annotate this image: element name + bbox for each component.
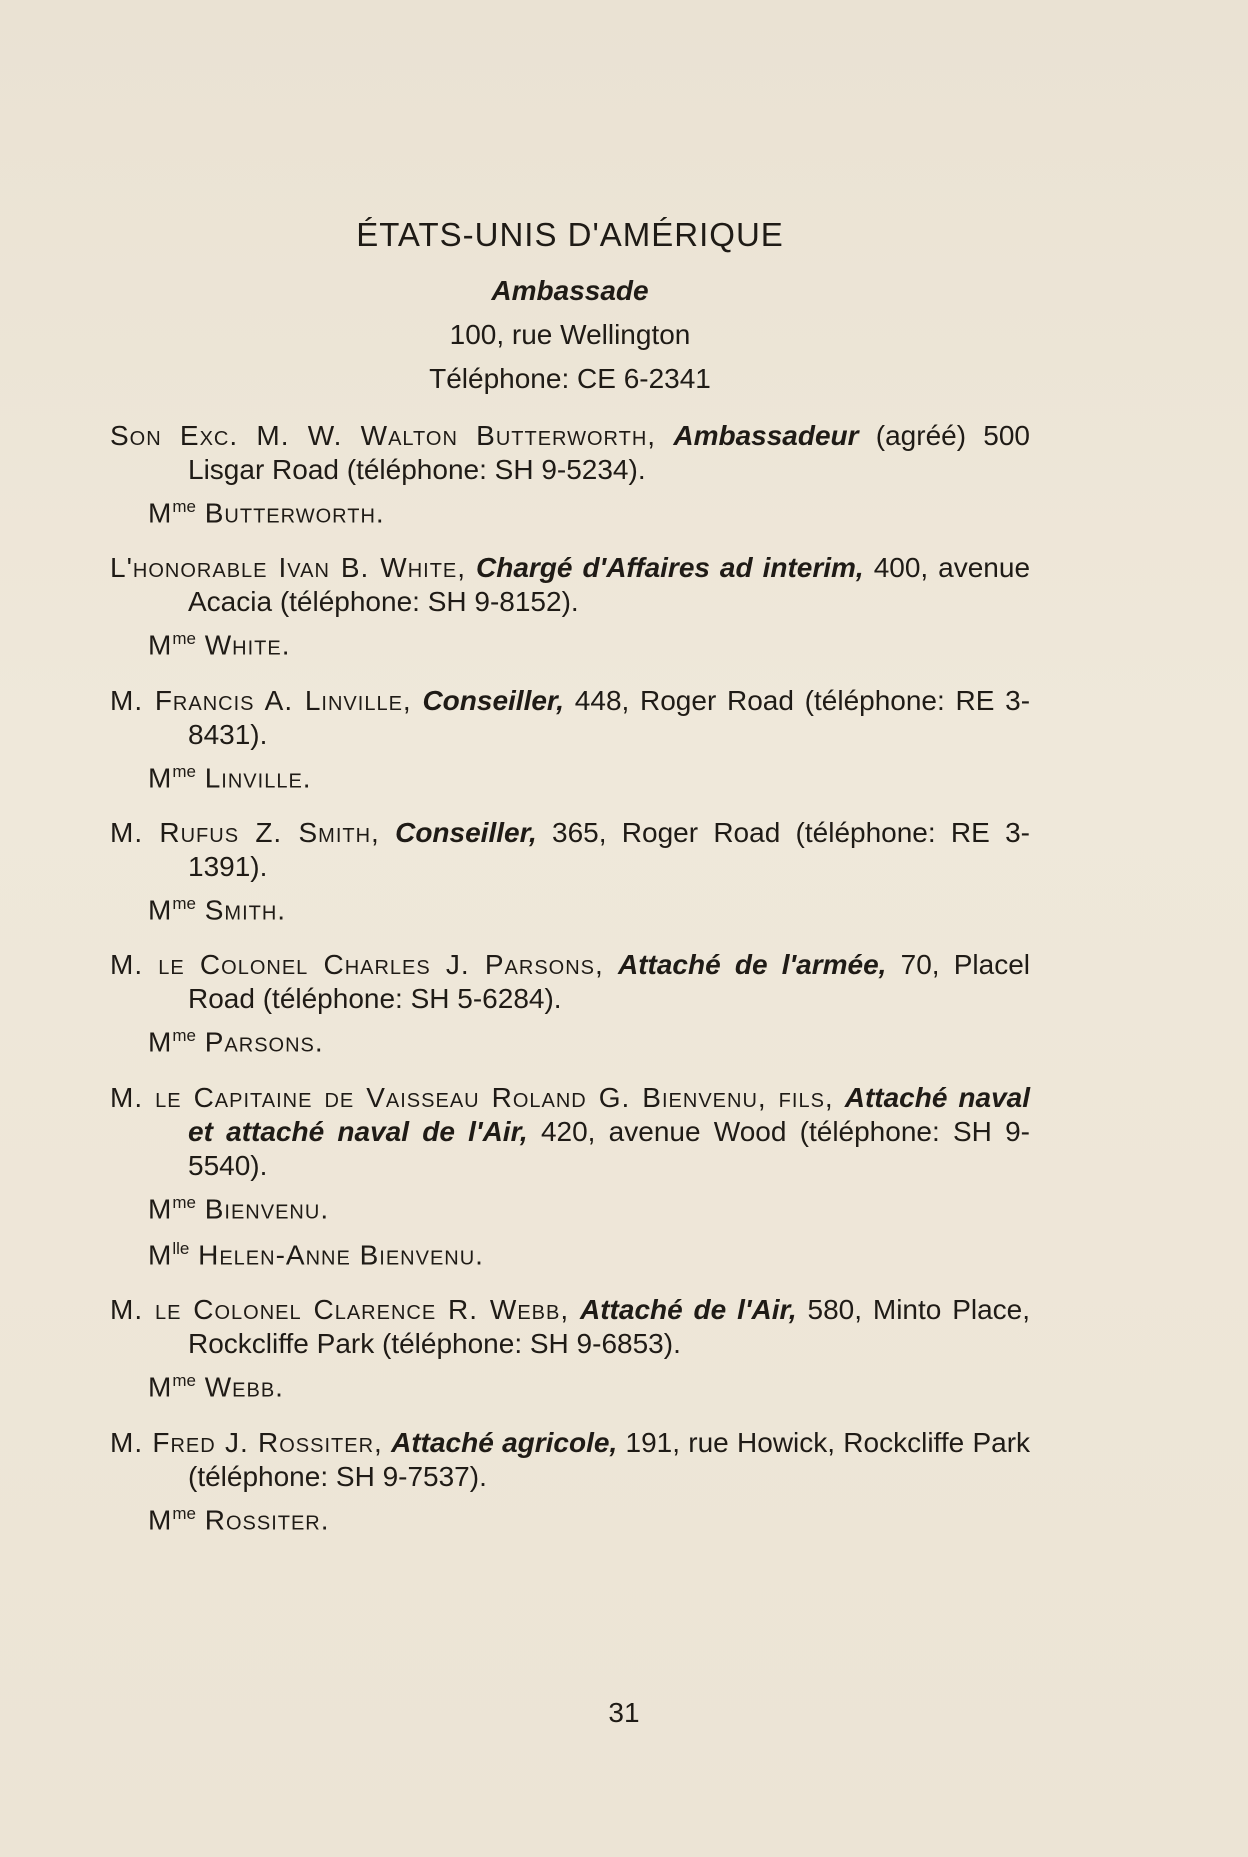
- spouse-line: $M^{me}$ Parsons.: [148, 1026, 324, 1058]
- section-subtitle: Ambassade: [491, 275, 649, 306]
- person-role: Attaché de l'armée,: [617, 949, 887, 981]
- entry-text: [110, 1293, 1030, 1361]
- spouse-line: $M^{me}$ Webb.: [148, 1371, 284, 1403]
- entry-text: [110, 551, 1030, 619]
- spouse-line: $M^{me}$ Rossiter.: [148, 1503, 330, 1535]
- page-title: ÉTATS-UNIS D'AMÉRIQUE: [356, 216, 784, 253]
- person-details: 580, Minto Place, Rockcliffe Park (téléphone: SH 9-6853).: [188, 1294, 1031, 1360]
- embassy-address: 100, rue Wellington: [449, 319, 691, 350]
- person-name: M. le Colonel Charles J. Parsons,: [110, 949, 604, 981]
- list-item: [110, 948, 1030, 1062]
- entry-text: [110, 419, 1030, 487]
- entry-text: [110, 948, 1030, 1016]
- person-name: M. le Capitaine de Vaisseau Roland G. Bienvenu, fils,: [110, 1081, 834, 1113]
- person-name: M. le Colonel Clarence R. Webb,: [110, 1294, 570, 1326]
- spouse-line: $M^{me}$ Linville.: [148, 761, 312, 793]
- person-details: 448, Roger Road (téléphone: RE 3-8431).: [188, 684, 1031, 750]
- entry-text: [110, 1426, 1030, 1494]
- list-item: [110, 1293, 1030, 1407]
- spouse-line: $M^{me}$ Smith.: [148, 893, 287, 926]
- person-role: Attaché agricole,: [391, 1426, 618, 1458]
- person-details: 365, Roger Road (téléphone: RE 3-1391).: [188, 816, 1031, 882]
- list-item: [110, 816, 1030, 930]
- person-name: Son Exc. M. W. Walton Butterworth,: [110, 420, 657, 451]
- page-number: 31: [608, 1697, 640, 1728]
- person-role: Ambassadeur: [673, 420, 859, 451]
- daughter-line: $M^{lle}$ Helen-Anne Bienvenu.: [148, 1238, 484, 1271]
- embassy-phone: Téléphone: CE 6-2341: [429, 363, 711, 394]
- entry-text: [110, 1081, 1030, 1183]
- person-name: M. Fred J. Rossiter,: [110, 1426, 383, 1458]
- list-item: [110, 419, 1030, 533]
- list-item: [110, 1081, 1030, 1276]
- spouse-line: $M^{me}$ Bienvenu.: [148, 1192, 330, 1224]
- person-role: Conseiller,: [395, 816, 537, 848]
- person-name: L'honorable Ivan B. White,: [110, 552, 467, 584]
- list-item: [110, 684, 1030, 798]
- document-body: [110, 215, 1030, 1540]
- person-details: 70, Placel Road (téléphone: SH 5-6284).: [188, 949, 1031, 1015]
- person-details: 400, avenue Acacia (téléphone: SH 9-8152).: [188, 552, 1031, 618]
- person-role: Attaché naval et attaché naval de l'Air,: [188, 1081, 1031, 1147]
- list-item: [110, 551, 1030, 665]
- entry-text: [110, 684, 1030, 752]
- person-details: 191, rue Howick, Rockcliffe Park (téléphone: SH 9-7537).: [188, 1426, 1031, 1492]
- spouse-line: $M^{me}$ White.: [148, 629, 291, 661]
- person-role: Attaché de l'Air,: [580, 1294, 797, 1326]
- person-details: (agréé) 500 Lisgar Road (téléphone: SH 9-5234).: [188, 420, 1031, 485]
- person-role: Chargé d'Affaires ad interim,: [476, 552, 864, 584]
- person-role: Conseiller,: [422, 684, 565, 716]
- entry-text: [110, 816, 1030, 884]
- spouse-line: $M^{me}$ Butterworth.: [148, 497, 385, 529]
- person-details: 420, avenue Wood (téléphone: SH 9-5540).: [188, 1115, 1031, 1181]
- person-name: M. Rufus Z. Smith,: [110, 816, 380, 848]
- person-name: M. Francis A. Linville,: [110, 684, 412, 716]
- list-item: [110, 1426, 1030, 1540]
